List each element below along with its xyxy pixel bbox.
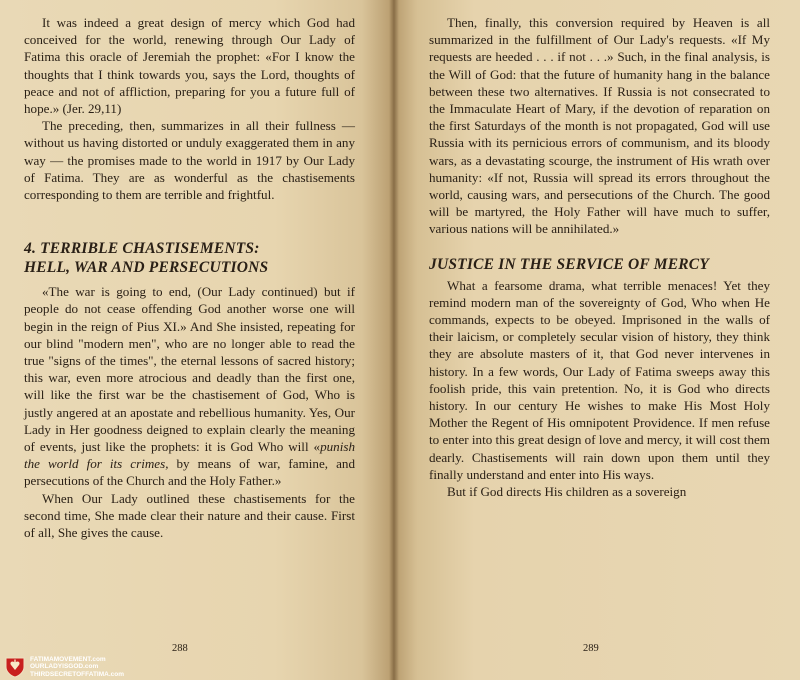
page-number-left: 288: [172, 643, 188, 654]
section-heading-justice: JUSTICE IN THE SERVICE OF MERCY: [429, 255, 709, 273]
section-heading-line-2: HELL, WAR AND PERSECUTIONS: [24, 259, 269, 277]
right-paragraph-1: Then, finally, this conversion required by Heaven is all summarized in the fulfillment of Our Lady's requests. «If My requests are heeded . . . if not . . .» Such, in the final analysis, is the Will of God: that the future of humanity hang in the balance between these two alternatives. If Russia is not consecrated to the Immaculate Heart of Mary, if the devotion of reparation on the first Saturdays of the month is not propagated, God will use Russia with its pernicious errors of communism, and its bloody wars, as a devastating scourge, the instrument of His wrath over humanity: «If not, Russia will spread its errors throughout the world, causing wars, and persecutions of the Church. The good will be martyred, the Holy Father will have much to suffer, various nations will be annihilated.»: [429, 15, 770, 237]
left-paragraph-1: It was indeed a great design of mercy which God had conceived for the world, renewing through Our Lady of Fatima this oracle of Jeremiah the prophet: «For I know the thoughts that I think towards you, says the Lord, thoughts of peace and not of affliction, preparing for you a future full of hope.» (Jer. 29,11): [24, 15, 355, 117]
section-heading-line-1: 4. TERRIBLE CHASTISEMENTS:: [24, 240, 260, 258]
right-paragraph-2: What a fearsome drama, what terrible menaces! Yet they remind modern man of the sovereignty of God, Who when He commands, expects to be obeyed. Imprisoned in the walls of their laicism, or completely secular vision of history, they think they are absolute masters of it, that God never intervenes in history. In a few words, Our Lady of Fatima sweeps away this foolish pride, this vain pretention. No, it is God who directs history. In our century He wishes to make His Most Holy Mother the Regent of His omnipotent Providence. If men refuse to enter into this great design of love and mercy, it will cost them dearly. Chastisements will rain down upon them until they finally understand and enter into His ways.: [429, 277, 770, 482]
left-paragraph-3: [24, 283, 355, 489]
right-page: [393, 0, 800, 680]
quote-text-1: «The war is going to end, (Our Lady continued) but if people do not cease offending God another worse one will begin in the reign of Pius XI.» And She insisted, repeating for our blind "modern men", who are no longer able to read the true "signs of the times", the eternal lessons of sacred history; this war, even more atrocious and deadly than the first one, will like the first war be the chastisement of God, Who is justly angered at an apostate and rebellious humanity. Yes, Our Lady in Her goodness deigned to explain clearly the meaning of events, just like the prophets: it is God Who will «: [24, 284, 355, 455]
watermark-text: [30, 656, 124, 678]
left-paragraph-2: The preceding, then, summarizes in all their fullness — without us having distorted or unduly exaggerated them in any way — the promises made to the world in 1917 by Our Lady of Fatima. They are as wonderful as the chastisements corresponding to them are terrible and frightful.: [24, 118, 355, 203]
sacred-heart-shield-icon: [4, 656, 26, 678]
book-gutter: [389, 0, 399, 680]
left-page: [0, 0, 393, 680]
section-heading-chastisements: [24, 239, 355, 277]
page-number-right: 289: [583, 643, 599, 654]
watermark: [4, 656, 124, 678]
watermark-line-2: OURLADYISGOD.com: [30, 663, 99, 671]
quote-text-2: by means of war, famine, and persecutions of the Church and the Holy Father.»: [24, 456, 355, 489]
watermark-line-1: FATIMAMOVEMENT.com: [30, 655, 106, 663]
right-paragraph-3: But if God directs His children as a sovereign: [447, 484, 687, 500]
left-paragraph-4: When Our Lady outlined these chastisements for the second time, She made clear their nature and their cause. First of all, She gives the cause.: [24, 490, 355, 541]
watermark-line-3: THIRDSECRETOFFATIMA.com: [30, 670, 125, 678]
quote-italic: punish the world for its crimes,: [24, 439, 355, 472]
